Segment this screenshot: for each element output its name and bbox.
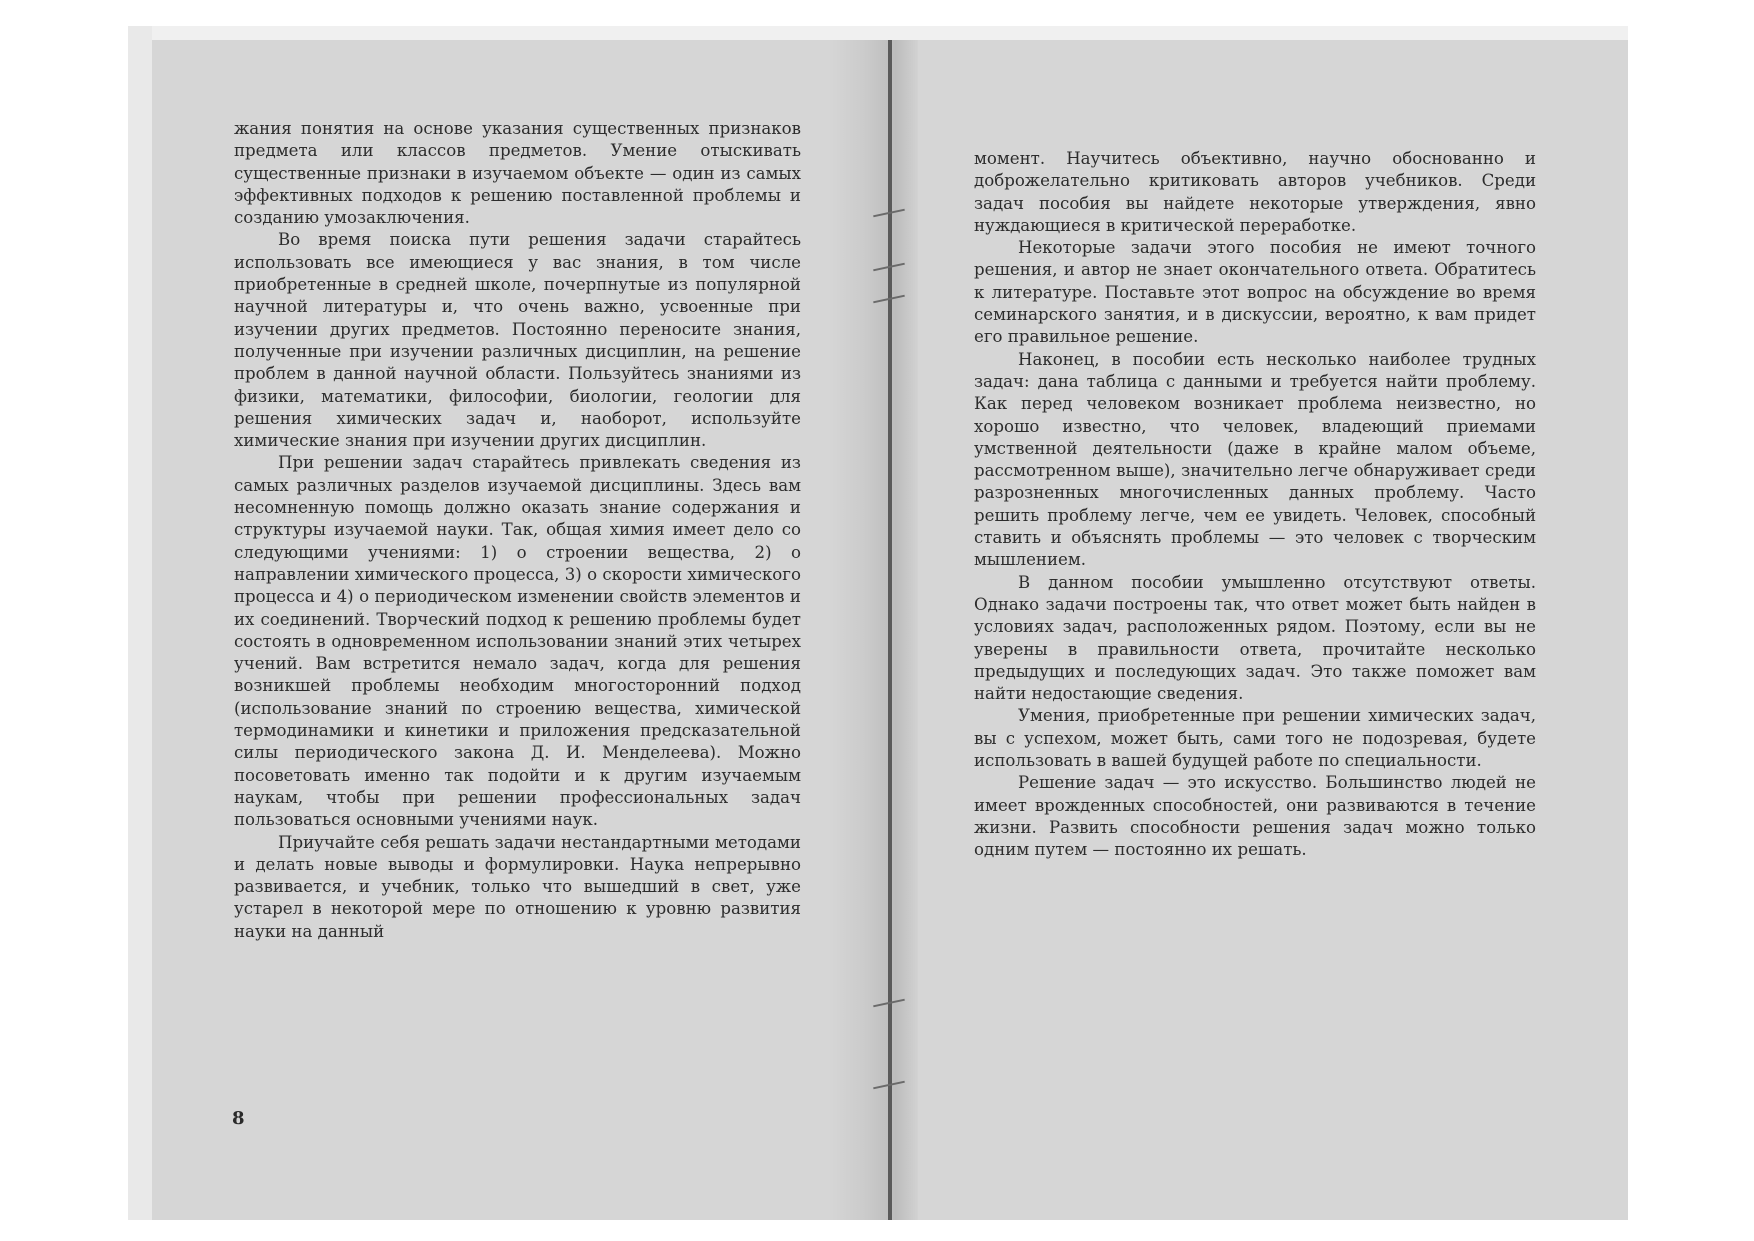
left-paragraph-4: Приучайте себя решать задачи нестандартными методами и делать новые выводы и формулировки. Наука непрерывно развивается, и учебник, только что вышедший в свет, уже устарел в некоторой мере по отношению к уровню развития науки на данный (234, 832, 801, 941)
right-paragraph-5: Умения, приобретенные при решении химических задач, вы с успехом, может быть, сами того не подозревая, будете использовать в вашей будущей работе по специальности. (974, 706, 1536, 771)
left-page-text (234, 118, 801, 943)
right-paragraph-4: В данном пособии умышленно отсутствуют ответы. Однако задачи построены так, что ответ может быть найден в условиях задач, расположенных рядом. Поэтому, если вы не уверены в правильности ответа, прочитайте несколько предыдущих и последующих задач. Это также поможет вам найти недостающие сведения. (974, 572, 1536, 704)
left-paragraph-1: жания понятия на основе указания существенных признаков предмета или классов предметов. Умение отыскивать существенные признаки в изучаемом объекте — один из самых эффективных подходов к решению поставленной проблемы и созданию умозаключения. (234, 119, 801, 228)
left-paragraph-2: Во время поиска пути решения задачи старайтесь использовать все имеющиеся у вас знания, в том числе приобретенные в средней школе, почерпнутые из популярной научной литературы и, что очень важно, усвоенные при изучении других предметов. Постоянно переносите знания, полученные при изучении различных дисциплин, на решение проблем в данной научной области. Пользуйтесь знаниями из физики, математики, философии, биологии, геологии для решения химических задач и, наоборот, используйте химические знания при изучении других дисциплин. (234, 230, 801, 451)
scan-margin-left (128, 26, 152, 1220)
right-paragraph-1: момент. Научитесь объективно, научно обоснованно и доброжелательно критиковать авторов учебников. Среди задач пособия вы найдете некоторые утверждения, явно нуждающиеся в критической переработке. (974, 149, 1536, 235)
page-number: 8 (232, 1108, 245, 1129)
scan-margin-top (152, 26, 1628, 40)
book-spine (888, 40, 892, 1220)
right-page-text (974, 148, 1536, 862)
left-paragraph-3: При решении задач старайтесь привлекать сведения из самых различных разделов изучаемой дисциплины. Здесь вам несомненную помощь должно оказать знание содержания и структуры изучаемой науки. Так, общая химия имеет дело со следующими учениями: 1) о строении вещества, 2) о направлении химического процесса, 3) о скорости химического процесса и 4) о периодическом изменении свойств элементов и их соединений. Творческий подход к решению проблемы будет состоять в одновременном использовании знаний этих четырех учений. Вам встретится немало задач, когда для решения возникшей проблемы необходим многосторонний подход (использование знаний по строению вещества, химической термодинамики и кинетики и приложения предсказательной силы периодического закона Д. И. Менделеева). Можно посоветовать именно так подойти и к другим изучаемым наукам, чтобы при решении профессиональных задач пользоваться основными учениями наук. (234, 453, 801, 830)
scanned-spread (128, 26, 1628, 1220)
right-paragraph-6: Решение задач — это искусство. Большинство людей не имеет врожденных способностей, они развиваются в течение жизни. Развить способности решения задач можно только одним путем — постоянно их решать. (974, 773, 1536, 860)
right-paragraph-2: Некоторые задачи этого пособия не имеют точного решения, и автор не знает окончательного ответа. Обратитесь к литературе. Поставьте этот вопрос на обсуждение во время семинарского занятия, и в дискуссии, вероятно, к вам придет его правильное решение. (974, 238, 1536, 347)
right-paragraph-3: Наконец, в пособии есть несколько наиболее трудных задач: дана таблица с данными и требуется найти проблему. Как перед человеком возникает проблема неизвестно, но хорошо известно, что человек, владеющий приемами умственной деятельности (даже в крайне малом объеме, рассмотренном выше), значительно легче обнаруживает среди разрозненных многочисленных данных проблему. Часто решить проблему легче, чем ее увидеть. Человек, способный ставить и объяснять проблемы — это человек с творческим мышлением. (974, 349, 1536, 570)
